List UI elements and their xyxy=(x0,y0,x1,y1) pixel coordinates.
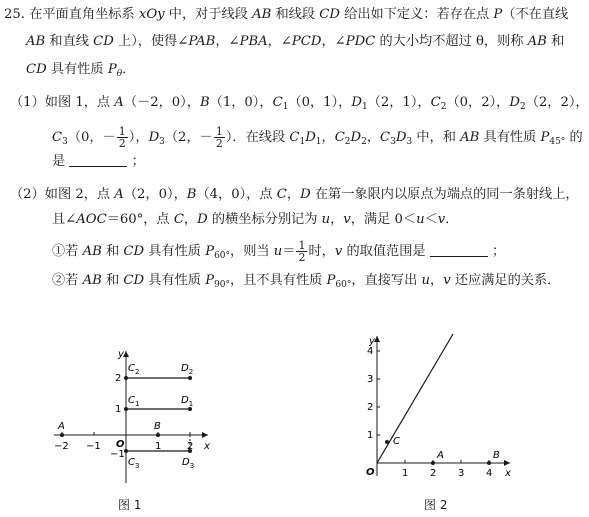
fraction-half: $\frac{1}{2}$ xyxy=(298,239,306,264)
svg-text:B: B xyxy=(154,421,161,432)
figure-2-caption: 图 2 xyxy=(424,498,448,512)
svg-text:C: C xyxy=(393,436,400,447)
figure-2 xyxy=(355,330,515,480)
svg-text:4: 4 xyxy=(367,346,374,357)
svg-text:A: A xyxy=(437,450,444,461)
svg-text:−1: −1 xyxy=(110,449,125,460)
svg-text:3: 3 xyxy=(458,468,465,479)
fig2-point-c xyxy=(385,440,389,444)
part2-line-1: （2）如图 2，点 A（2，0），B（4，0），点 C，D 在第一象限内以原点为端点的同一条射线上， xyxy=(10,187,579,202)
fig1-y-label: y xyxy=(118,349,124,360)
part1-line-3: 是 ； xyxy=(52,154,145,169)
svg-text:C2: $C_2$ xyxy=(128,363,140,376)
svg-text:1: 1 xyxy=(367,430,374,441)
problem-line-1: 25. 在平面直角坐标系 xOy 中，对于线段 AB 和线段 CD 给出如下定义：若存在点 P（不在直线 xyxy=(4,7,569,22)
answer-blank-2 xyxy=(430,244,488,257)
figure-1 xyxy=(48,343,278,493)
svg-text:A: A xyxy=(58,421,65,432)
fig2-point-a xyxy=(431,461,435,465)
fig1-origin: O xyxy=(116,439,125,450)
svg-text:2: 2 xyxy=(187,441,194,452)
fig1-point-a xyxy=(60,433,64,437)
part2-line-3: ①若 AB 和 CD 具有性质 $P_{60^\circ}$，则当 u＝ $\frac{1}{2}$ 时，v 的取值范围是 ； xyxy=(52,239,506,264)
svg-text:3: 3 xyxy=(367,374,374,385)
svg-text:2: 2 xyxy=(367,402,374,413)
svg-text:2: 2 xyxy=(430,468,437,479)
fig1-point-b xyxy=(156,433,160,437)
problem-line-3: CD 具有性质 $P_\theta$． xyxy=(26,62,136,79)
part1-line-1: （1）如图 1，点 A（－2，0），B（1，0），$C_1(0$，1），$D_1(2$，1），$C_2(0$，2），$D_2(2$，2）， xyxy=(10,95,589,112)
fraction-half: $\frac{1}{2}$ xyxy=(215,125,223,150)
svg-text:−1: −1 xyxy=(86,441,101,452)
svg-text:C3: $C_3$ xyxy=(128,457,140,470)
figure-1-caption: 图 1 xyxy=(118,498,142,512)
svg-text:C1: $C_1$ xyxy=(128,395,140,408)
svg-text:B: B xyxy=(493,450,500,461)
problem-line-2: AB 和直线 CD 上），使得∠PAB，∠PBA，∠PCD，∠PDC 的大小均不超过 θ，则称 AB 和 xyxy=(26,34,565,49)
fig2-ray xyxy=(377,334,453,463)
svg-text:4: 4 xyxy=(486,468,493,479)
part2-line-4: ②若 AB 和 CD 具有性质 $P_{90^\circ}$，且不具有性质 $P_{60^\circ}$，直接写出 u，v 还应满足的关系． xyxy=(52,273,561,290)
fig1-x-label: x xyxy=(204,441,210,452)
problem-number: 25. xyxy=(4,7,25,22)
svg-text:2: 2 xyxy=(115,373,122,384)
fraction-half: $\frac{1}{2}$ xyxy=(118,125,126,150)
svg-text:y: y xyxy=(369,336,375,347)
part1-line-2: $C_3(0$，－ $\frac{1}{2}$ ），$D_3(2$，－ $\frac{1}{2}$ ）．在线段 $C_1D_1$，$C_2D_2$，$C_3D_3$ 中，和 AB 具有性质 $P_{45^\circ}$ 的 xyxy=(52,125,583,150)
svg-text:1: 1 xyxy=(402,468,409,479)
svg-text:x: x xyxy=(505,468,511,479)
svg-text:−2: −2 xyxy=(54,441,69,452)
svg-text:D2: $D_2$ xyxy=(181,363,194,376)
svg-text:D1: $D_1$ xyxy=(181,395,194,408)
svg-text:1: 1 xyxy=(115,404,122,415)
svg-text:D3: $D_3$ xyxy=(182,457,195,470)
fig2-point-b xyxy=(487,461,491,465)
svg-text:1: 1 xyxy=(155,441,162,452)
svg-text:O: O xyxy=(366,467,375,478)
part2-line-2: 且∠AOC＝60°，点 C，D 的横坐标分别记为 u，v，满足 0＜u＜v． xyxy=(52,212,459,227)
answer-blank-1 xyxy=(69,154,127,167)
